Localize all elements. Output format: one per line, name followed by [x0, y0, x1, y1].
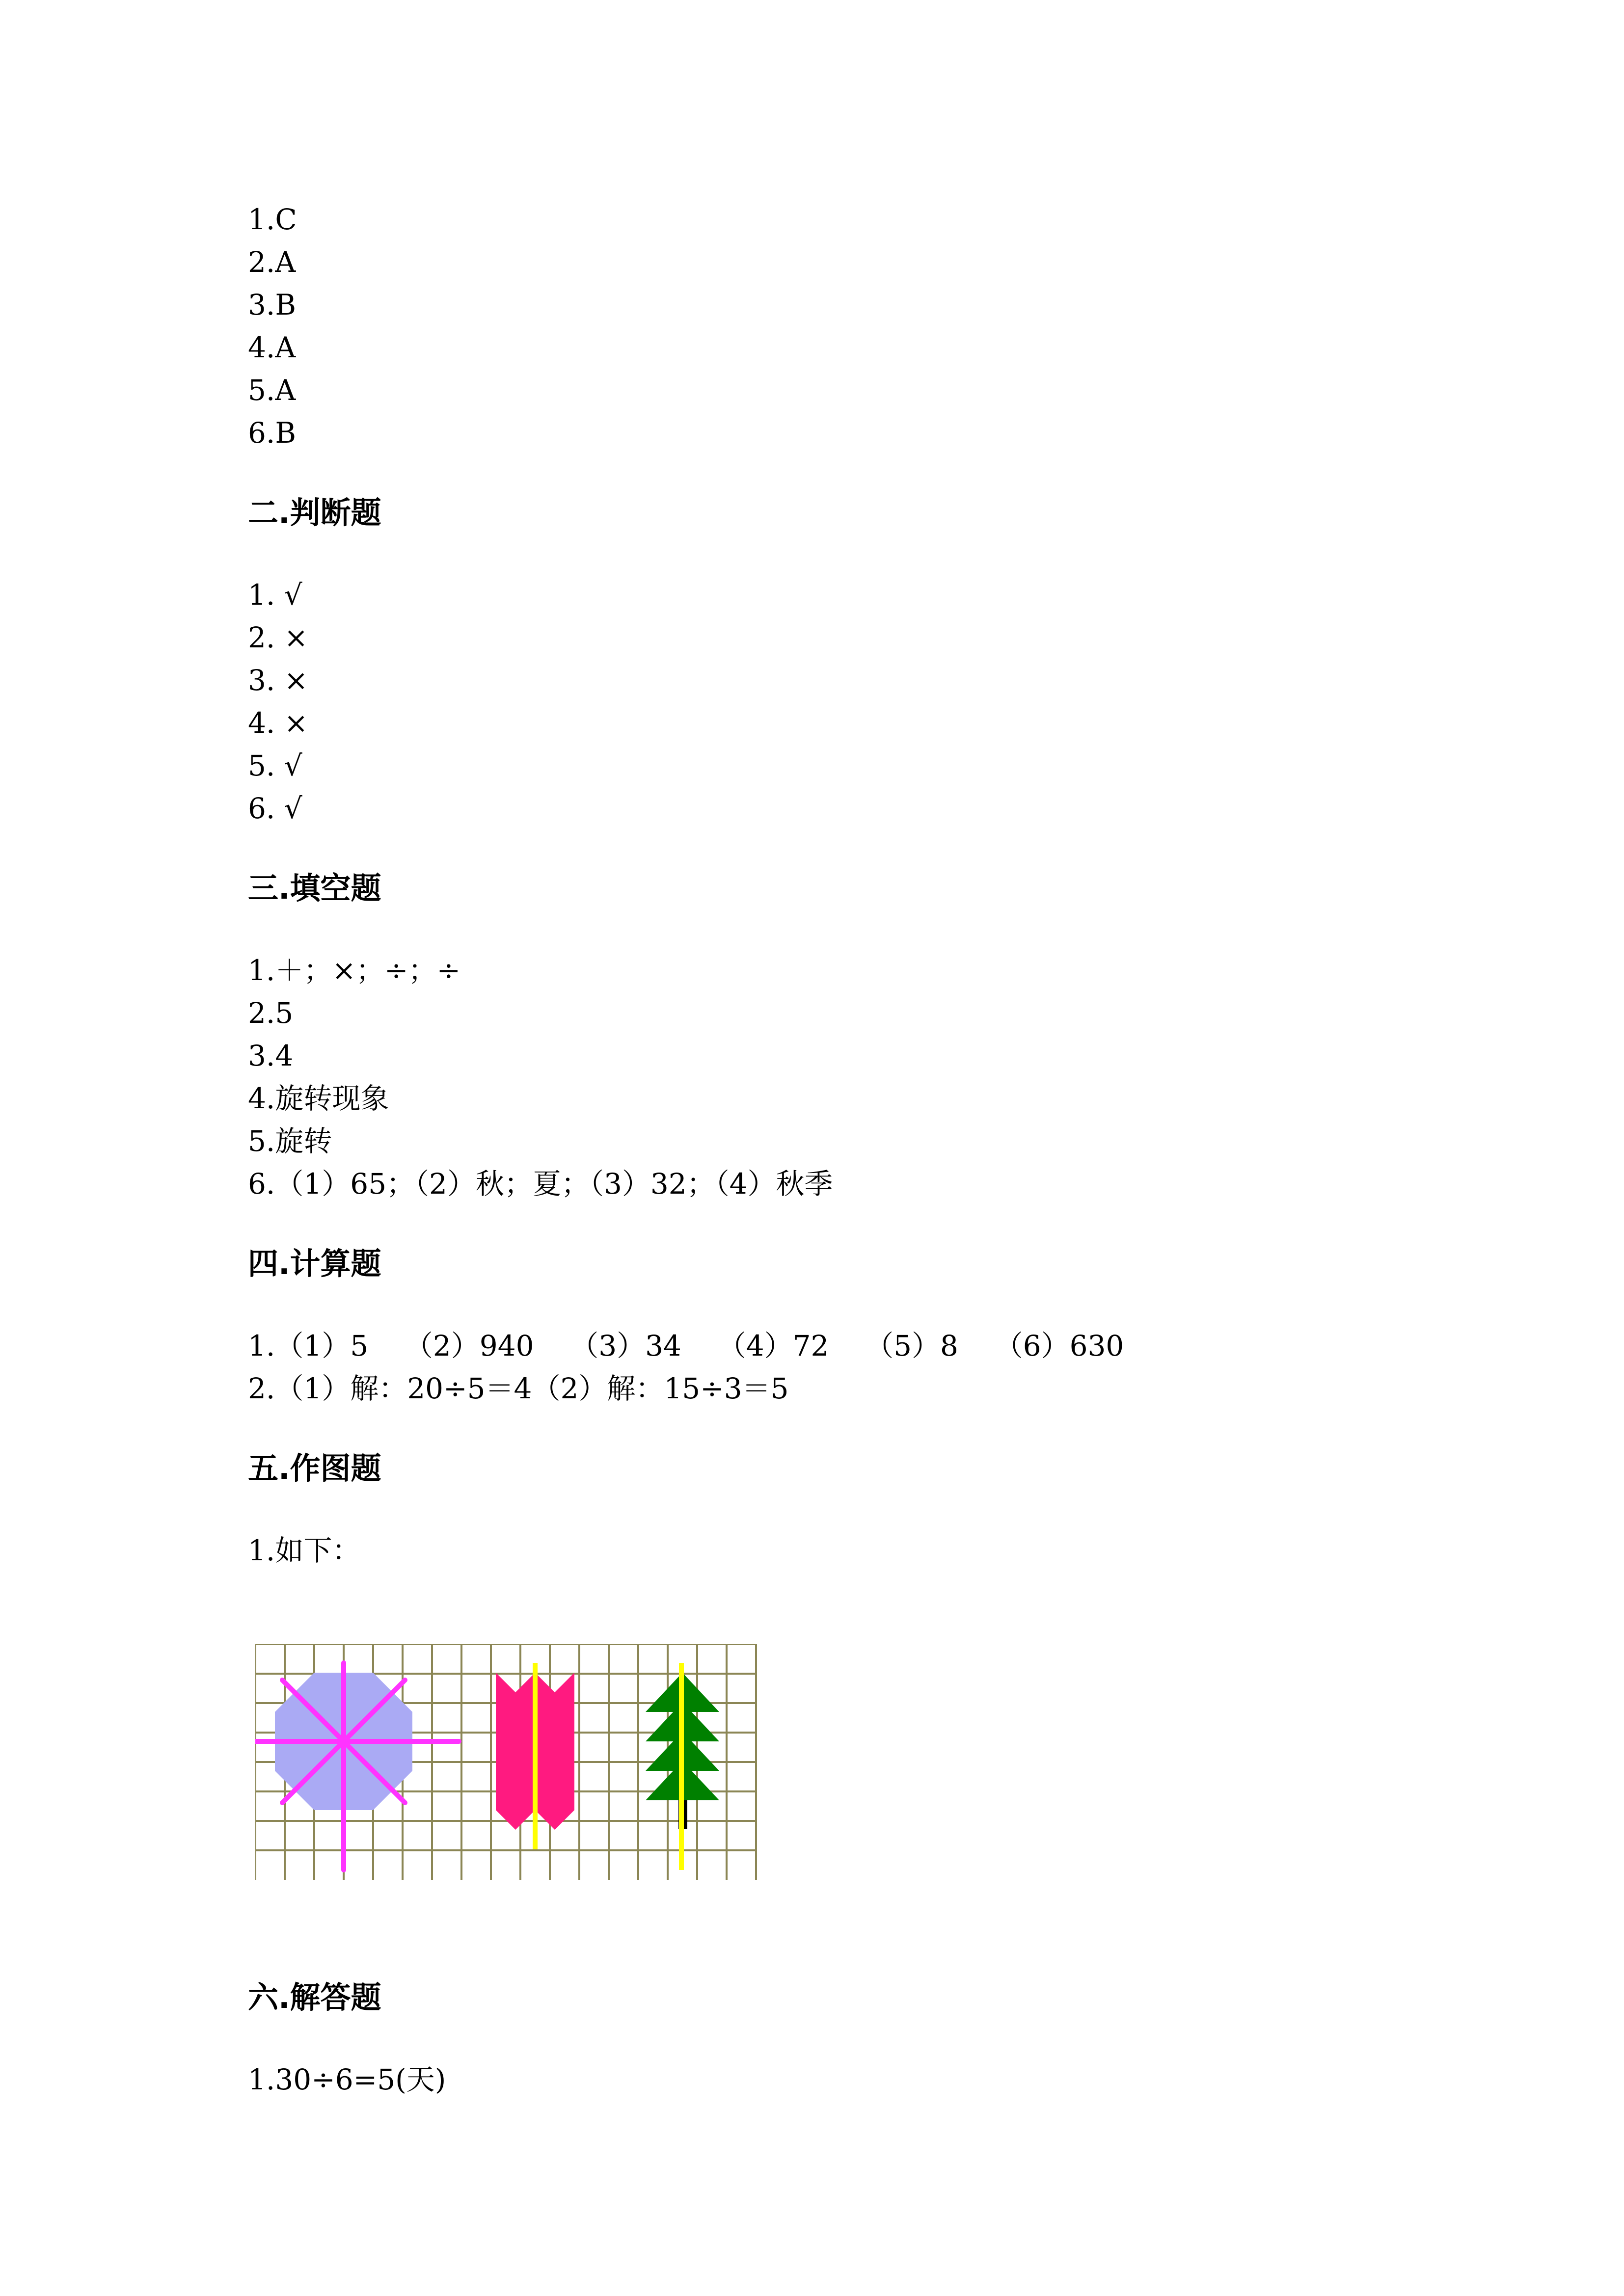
choice-answer-4: 4.A [248, 331, 296, 364]
judge-answer-1: 1. √ [248, 578, 302, 612]
judge-section-title: 二.判断题 [248, 495, 381, 531]
judge-answer-4: 4. × [248, 706, 308, 740]
choice-answer-3: 3.B [248, 288, 296, 321]
fill-answer-3: 3.4 [248, 1039, 294, 1072]
fill-answer-6: 6.（1）65；（2）秋；夏；（3）32；（4）秋季 [248, 1167, 833, 1201]
judge-answer-5: 5. √ [248, 749, 302, 782]
judge-answer-2: 2. × [248, 621, 308, 654]
fill-answer-4: 4.旋转现象 [248, 1082, 389, 1115]
judge-answer-6: 6. √ [248, 792, 302, 825]
answer-section-title: 六.解答题 [248, 1979, 381, 2015]
fill-answer-5: 5.旋转 [248, 1124, 332, 1158]
fill-answer-1: 1.＋；×；÷；÷ [248, 954, 461, 987]
draw-section-title: 五.作图题 [248, 1450, 381, 1486]
calc-answer-1: 1.（1）5 （2）940 （3）34 （4）72 （5）8 （6）630 [248, 1329, 1124, 1362]
fill-section-title: 三.填空题 [248, 870, 381, 906]
choice-answer-6: 6.B [248, 416, 296, 450]
calc-answer-2: 2.（1）解：20÷5＝4（2）解：15÷3＝5 [248, 1372, 789, 1405]
draw-answer-1: 1.如下： [248, 1534, 361, 1567]
fill-answer-2: 2.5 [248, 996, 294, 1030]
choice-answer-1: 1.C [248, 203, 297, 236]
choice-answer-2: 2.A [248, 245, 296, 279]
choice-answer-5: 5.A [248, 374, 296, 407]
calc-section-title: 四.计算题 [248, 1246, 381, 1281]
solve-answer-1: 1.30÷6=5(天) [248, 2063, 446, 2096]
symmetry-figure [255, 1644, 800, 1890]
judge-answer-3: 3. × [248, 664, 308, 697]
